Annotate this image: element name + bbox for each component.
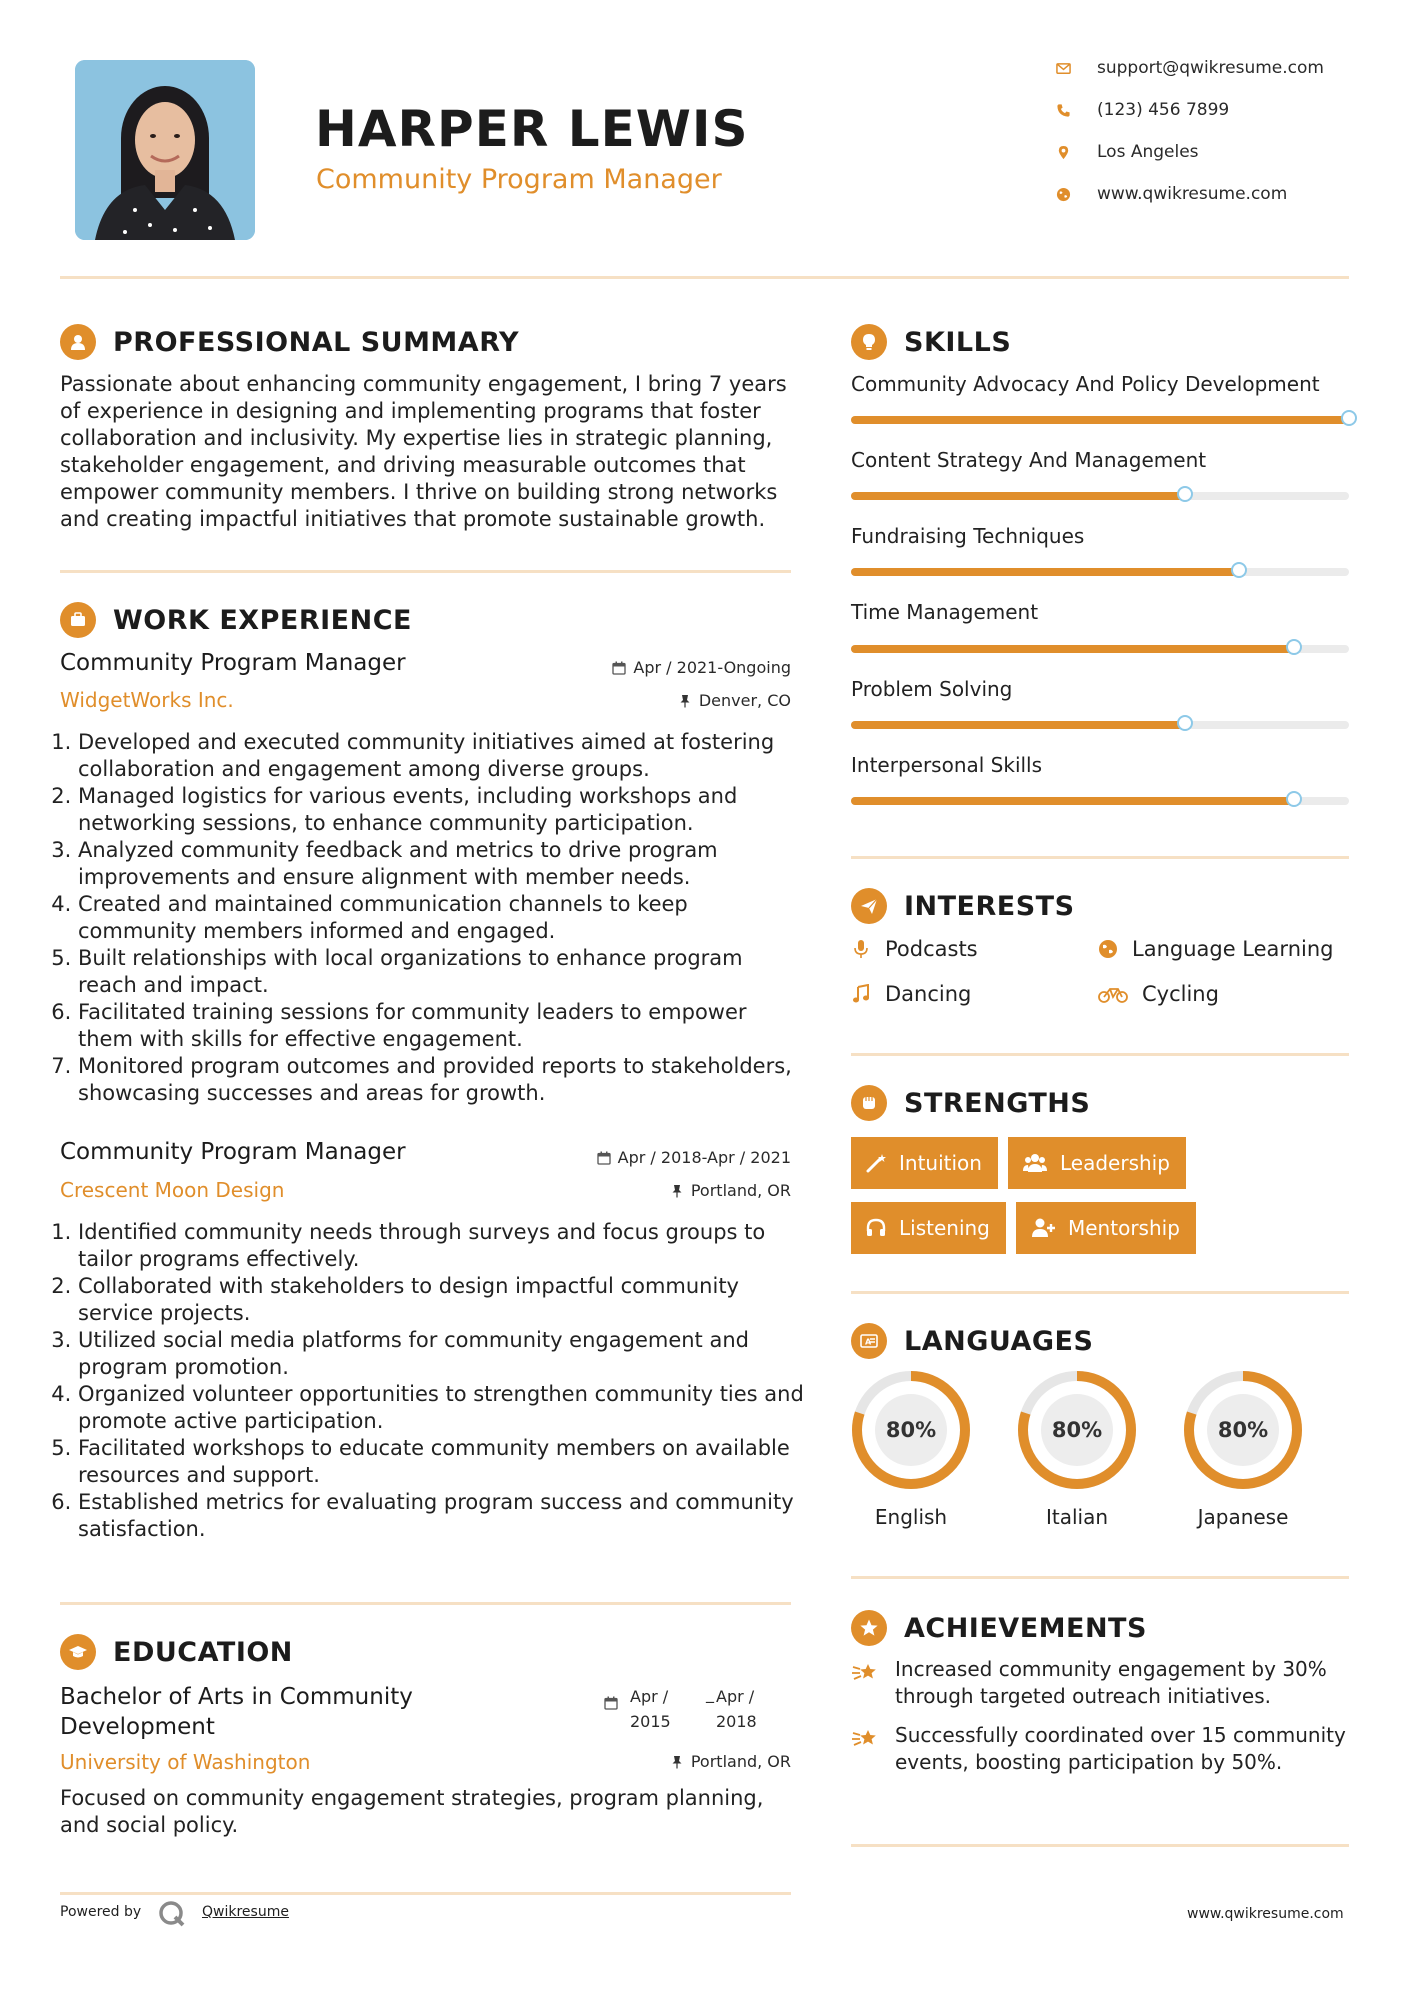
contact-website[interactable]	[1055, 184, 1287, 204]
summary-divider	[60, 570, 791, 573]
skill-bar-fill	[851, 568, 1239, 576]
microphone-icon	[851, 939, 871, 959]
interest-language-learning: Language Learning	[1098, 937, 1333, 961]
contact-location	[1055, 142, 1199, 162]
language-name: Japanese	[1197, 1505, 1289, 1529]
experience-divider	[60, 1602, 791, 1605]
skills-heading: SKILLS	[851, 324, 1011, 360]
header-divider	[60, 276, 1349, 279]
interest-dancing: Dancing	[851, 982, 971, 1006]
skill-label: Problem Solving	[851, 677, 1013, 701]
job-2-bullet: 2. Collaborated with stakeholders to design impactful community service projects.	[78, 1273, 808, 1327]
job-2-location: Portland, OR	[520, 1181, 791, 1200]
job-1-dates: Apr / 2021-Ongoing	[520, 658, 791, 677]
pushpin-icon	[678, 694, 692, 708]
language-card-icon	[851, 1323, 887, 1359]
job-1-bullet: 7. Monitored program outcomes and provided reports to stakeholders, showcasing successes and areas for growth.	[78, 1053, 808, 1107]
job-2-dates: Apr / 2018-Apr / 2021	[520, 1148, 791, 1167]
education-start-date: Apr / 2015	[630, 1687, 671, 1731]
skill-bar-knob	[1231, 562, 1247, 578]
language-italian-ring	[1015, 1368, 1139, 1496]
achievement-item: Successfully coordinated over 15 community events, boosting participation by 50%.	[851, 1722, 1351, 1776]
job-2-bullet: 6. Established metrics for evaluating program success and community satisfaction.	[78, 1489, 808, 1543]
user-plus-icon	[1030, 1217, 1056, 1239]
contact-email[interactable]	[1055, 58, 1324, 78]
interests-divider	[851, 1053, 1349, 1056]
user-icon	[60, 324, 96, 360]
job-1-location: Denver, CO	[520, 691, 791, 710]
language-japanese-ring	[1181, 1368, 1305, 1496]
contact-location-text: Los Angeles	[1097, 142, 1199, 162]
language-english-ring	[849, 1368, 973, 1496]
education-degree: Bachelor of Arts in Community Development	[60, 1684, 413, 1740]
headphones-icon	[865, 1217, 887, 1239]
briefcase-icon	[60, 602, 96, 638]
shooting-star-icon	[851, 1658, 879, 1686]
bicycle-icon	[1098, 984, 1128, 1004]
globe-icon	[1055, 186, 1071, 202]
footer-website-link[interactable]: www.qwikresume.com	[1187, 1906, 1344, 1922]
users-icon	[1022, 1152, 1048, 1174]
job-1-bullet: 6. Facilitated training sessions for community leaders to empower them with skills for effective engagement.	[78, 999, 808, 1053]
svg-text:A: A	[865, 1337, 872, 1347]
strength-tag-leadership: Leadership	[1008, 1137, 1186, 1189]
date-separator: _	[706, 1684, 714, 1703]
education-divider	[60, 1892, 791, 1895]
skill-label: Interpersonal Skills	[851, 753, 1043, 777]
language-percent: 80%	[1051, 1418, 1103, 1442]
achievement-item: Increased community engagement by 30% through targeted outreach initiatives.	[851, 1656, 1351, 1710]
phone-icon	[1055, 102, 1071, 118]
strength-tag-intuition: Intuition	[851, 1137, 998, 1189]
language-name: English	[874, 1505, 948, 1529]
skill-bar-fill	[851, 721, 1185, 729]
skill-bar-fill	[851, 797, 1294, 805]
skill-bar	[851, 645, 1349, 653]
skill-bar-fill	[851, 645, 1294, 653]
education-end-date: Apr / 2018	[716, 1687, 757, 1731]
job-1-bullet: 5. Built relationships with local organizations to enhance program reach and impact.	[78, 945, 808, 999]
skill-bar-knob	[1286, 639, 1302, 655]
candidate-name: HARPER LEWIS	[315, 100, 749, 158]
skill-label: Community Advocacy And Policy Development	[851, 372, 1320, 396]
strengths-divider	[851, 1291, 1349, 1294]
candidate-title: Community Program Manager	[316, 164, 722, 195]
skill-bar	[851, 568, 1349, 576]
qwikresume-link[interactable]: Qwikresume	[202, 1904, 289, 1920]
qwikresume-logo-icon	[158, 1900, 186, 1932]
job-2-title: Community Program Manager	[60, 1139, 406, 1165]
magic-wand-icon	[865, 1152, 887, 1174]
calendar-icon	[604, 1695, 618, 1714]
experience-heading: WORK EXPERIENCE	[60, 602, 412, 638]
pushpin-icon	[670, 1755, 684, 1769]
languages-heading: A LANGUAGES	[851, 1323, 1093, 1359]
globe-icon	[1098, 939, 1118, 959]
job-1-bullet: 1. Developed and executed community initiatives aimed at fostering collaboration and engagement among diverse groups.	[78, 729, 808, 783]
job-1-company: WidgetWorks Inc.	[60, 688, 234, 712]
profile-photo	[75, 60, 255, 240]
interest-podcasts: Podcasts	[851, 937, 978, 961]
lightbulb-icon	[851, 324, 887, 360]
language-percent: 80%	[885, 1418, 937, 1442]
education-location: Portland, OR	[520, 1752, 791, 1771]
skill-bar-fill	[851, 416, 1349, 424]
job-2-bullet: 1. Identified community needs through surveys and focus groups to tailor programs effectively.	[78, 1219, 808, 1273]
skill-bar-knob	[1286, 791, 1302, 807]
skill-bar	[851, 492, 1349, 500]
calendar-icon	[597, 1151, 611, 1165]
job-1-bullet: 4. Created and maintained communication channels to keep community members informed and engaged.	[78, 891, 808, 945]
fist-icon	[851, 1085, 887, 1121]
job-1-title: Community Program Manager	[60, 650, 406, 676]
interests-heading: INTERESTS	[851, 888, 1075, 924]
job-2-bullet: 3. Utilized social media platforms for community engagement and program promotion.	[78, 1327, 808, 1381]
summary-text: Passionate about enhancing community engagement, I bring 7 years of experience in designing and implementing programs that foster collaboration and inclusivity. My expertise lies in strategic planning, stakeholder engagement, and driving measurable outcomes that empower community members. I thrive on building strong networks and creating impactful initiatives that promote sustainable growth.	[60, 372, 787, 531]
envelope-icon	[1055, 60, 1071, 76]
strength-tag-mentorship: Mentorship	[1016, 1202, 1196, 1254]
contact-website-text: www.qwikresume.com	[1097, 184, 1288, 204]
powered-by-label: Powered by	[60, 1904, 142, 1920]
skill-label: Time Management	[851, 600, 1039, 624]
summary-heading: PROFESSIONAL SUMMARY	[60, 324, 519, 360]
job-2-bullets	[60, 1219, 808, 1543]
skill-bar	[851, 416, 1349, 424]
pushpin-icon	[670, 1184, 684, 1198]
skill-bar	[851, 721, 1349, 729]
interest-cycling: Cycling	[1098, 982, 1219, 1006]
skill-label: Content Strategy And Management	[851, 448, 1207, 472]
skill-label: Fundraising Techniques	[851, 524, 1085, 548]
skill-bar-knob	[1177, 715, 1193, 731]
language-percent: 80%	[1217, 1418, 1269, 1442]
skill-bar-knob	[1177, 486, 1193, 502]
skills-divider	[851, 856, 1349, 859]
skill-bar-fill	[851, 492, 1185, 500]
calendar-icon	[612, 661, 626, 675]
graduation-icon	[60, 1634, 96, 1670]
job-1-bullet: 3. Analyzed community feedback and metrics to drive program improvements and ensure alignment with member needs.	[78, 837, 808, 891]
paper-plane-icon	[851, 888, 887, 924]
job-1-bullets	[60, 729, 808, 1107]
language-name: Italian	[1045, 1505, 1109, 1529]
contact-phone-text: (123) 456 7899	[1097, 100, 1230, 120]
education-heading: EDUCATION	[60, 1634, 293, 1670]
map-pin-icon	[1055, 144, 1071, 160]
music-note-icon	[851, 984, 871, 1004]
languages-divider	[851, 1576, 1349, 1579]
strengths-heading: STRENGTHS	[851, 1085, 1090, 1121]
contact-phone[interactable]	[1055, 100, 1229, 120]
job-2-company: Crescent Moon Design	[60, 1178, 285, 1202]
shooting-star-icon	[851, 1724, 879, 1752]
achievements-divider	[851, 1844, 1349, 1847]
contact-email-text: support@qwikresume.com	[1097, 58, 1324, 78]
education-school: University of Washington	[60, 1750, 311, 1774]
job-2-bullet: 5. Facilitated workshops to educate community members on available resources and support.	[78, 1435, 808, 1489]
achievements-heading: ACHIEVEMENTS	[851, 1610, 1147, 1646]
skill-bar	[851, 797, 1349, 805]
strength-tag-listening: Listening	[851, 1202, 1006, 1254]
job-2-bullet: 4. Organized volunteer opportunities to strengthen community ties and promote active participation.	[78, 1381, 808, 1435]
skill-bar-knob	[1341, 410, 1357, 426]
job-1-bullet: 2. Managed logistics for various events, including workshops and networking sessions, to enhance community participation.	[78, 783, 808, 837]
education-description: Focused on community engagement strategies, program planning, and social policy.	[60, 1786, 764, 1837]
star-icon	[851, 1610, 887, 1646]
